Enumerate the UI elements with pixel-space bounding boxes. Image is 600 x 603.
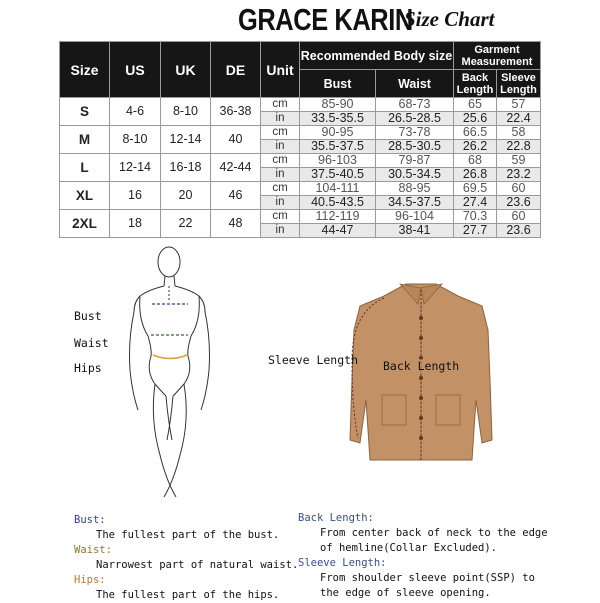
waist-cm: 68-73 [376, 98, 454, 112]
back-length-cm: 70.3 [454, 210, 497, 224]
unit-in: in [261, 196, 300, 210]
waist-note-title: Waist: [74, 544, 112, 556]
size-uk: 16-18 [161, 154, 211, 182]
back-length-cm: 66.5 [454, 126, 497, 140]
back-note-title: Back Length: [298, 512, 374, 524]
label-back-length: Back Length [383, 359, 460, 373]
size-de: 42-44 [211, 154, 261, 182]
unit-cm: cm [261, 182, 300, 196]
size-us: 16 [110, 182, 161, 210]
header-bust: Bust [300, 70, 376, 98]
back-note-desc-1: From center back of neck to the edge [320, 527, 548, 539]
bust-cm: 85-90 [300, 98, 376, 112]
sleeve-length-cm: 58 [497, 126, 541, 140]
bust-in: 33.5-35.5 [300, 112, 376, 126]
size-name: S [60, 98, 110, 126]
size-de: 36-38 [211, 98, 261, 126]
sleeve-note-title: Sleeve Length: [298, 557, 387, 569]
waist-note-desc: Narrowest part of natural waist. [96, 559, 299, 571]
back-length-cm: 69.5 [454, 182, 497, 196]
sleeve-length-in: 23.2 [497, 168, 541, 182]
header-garment: Garment Measurement [454, 42, 541, 70]
waist-cm: 88-95 [376, 182, 454, 196]
header-sleeve-length: Sleeve Length [497, 70, 541, 98]
sleeve-length-cm: 57 [497, 98, 541, 112]
bust-in: 44-47 [300, 224, 376, 238]
bust-cm: 112-119 [300, 210, 376, 224]
unit-in: in [261, 140, 300, 154]
header-unit: Unit [261, 42, 300, 98]
back-length-in: 26.8 [454, 168, 497, 182]
waist-in: 28.5-30.5 [376, 140, 454, 154]
size-table [59, 41, 541, 238]
size-chart-title: Size Chart [404, 7, 495, 31]
size-name: M [60, 126, 110, 154]
unit-cm: cm [261, 126, 300, 140]
size-name: L [60, 154, 110, 182]
size-us: 12-14 [110, 154, 161, 182]
hips-note-title: Hips: [74, 574, 106, 586]
size-uk: 8-10 [161, 98, 211, 126]
waist-cm: 79-87 [376, 154, 454, 168]
size-us: 18 [110, 210, 161, 238]
waist-cm: 96-104 [376, 210, 454, 224]
label-waist: Waist [74, 336, 109, 350]
unit-cm: cm [261, 98, 300, 112]
size-uk: 22 [161, 210, 211, 238]
bust-cm: 104-111 [300, 182, 376, 196]
waist-in: 38-41 [376, 224, 454, 238]
size-uk: 20 [161, 182, 211, 210]
label-hips: Hips [74, 361, 102, 375]
unit-cm: cm [261, 210, 300, 224]
back-note-desc-2: of hemline(Collar Excluded). [320, 542, 498, 554]
label-sleeve-length: Sleeve Length [268, 353, 359, 367]
bust-note-desc: The fullest part of the bust. [96, 529, 280, 541]
bust-cm: 96-103 [300, 154, 376, 168]
sleeve-note-desc-2: the edge of sleeve opening. [320, 587, 491, 599]
back-length-in: 27.7 [454, 224, 497, 238]
back-length-cm: 68 [454, 154, 497, 168]
bust-in: 35.5-37.5 [300, 140, 376, 154]
back-length-cm: 65 [454, 98, 497, 112]
header-us: US [110, 42, 161, 98]
sleeve-length-in: 23.6 [497, 224, 541, 238]
back-length-in: 25.6 [454, 112, 497, 126]
unit-cm: cm [261, 154, 300, 168]
mannequin-figure [130, 247, 210, 497]
sleeve-note-desc-1: From shoulder sleeve point(SSP) to [320, 572, 535, 584]
unit-in: in [261, 224, 300, 238]
waist-in: 34.5-37.5 [376, 196, 454, 210]
bust-note-title: Bust: [74, 514, 106, 526]
hip-line [153, 355, 187, 359]
back-length-in: 27.4 [454, 196, 497, 210]
hips-note-desc: The fullest part of the hips. [96, 589, 280, 601]
back-length-in: 26.2 [454, 140, 497, 154]
waist-cm: 73-78 [376, 126, 454, 140]
waist-in: 26.5-28.5 [376, 112, 454, 126]
garment-notes [298, 511, 594, 601]
bust-cm: 90-95 [300, 126, 376, 140]
size-us: 8-10 [110, 126, 161, 154]
sleeve-length-cm: 60 [497, 182, 541, 196]
size-uk: 12-14 [161, 126, 211, 154]
header-uk: UK [161, 42, 211, 98]
header-waist: Waist [376, 70, 454, 98]
size-de: 46 [211, 182, 261, 210]
sleeve-length-in: 23.6 [497, 196, 541, 210]
size-us: 4-6 [110, 98, 161, 126]
size-de: 48 [211, 210, 261, 238]
header-back-length: Back Length [454, 70, 497, 98]
size-name: 2XL [60, 210, 110, 238]
header-size: Size [60, 42, 110, 98]
sleeve-length-cm: 59 [497, 154, 541, 168]
header-body-size: Recommended Body size [300, 42, 454, 70]
body-notes [74, 513, 300, 603]
bust-in: 40.5-43.5 [300, 196, 376, 210]
size-de: 40 [211, 126, 261, 154]
sleeve-length-cm: 60 [497, 210, 541, 224]
header-de: DE [211, 42, 261, 98]
sleeve-length-in: 22.4 [497, 112, 541, 126]
waist-in: 30.5-34.5 [376, 168, 454, 182]
brand-logo: GRACE KARIN [238, 2, 413, 37]
size-name: XL [60, 182, 110, 210]
sleeve-length-in: 22.8 [497, 140, 541, 154]
bust-in: 37.5-40.5 [300, 168, 376, 182]
label-bust: Bust [74, 309, 102, 323]
unit-in: in [261, 168, 300, 182]
unit-in: in [261, 112, 300, 126]
